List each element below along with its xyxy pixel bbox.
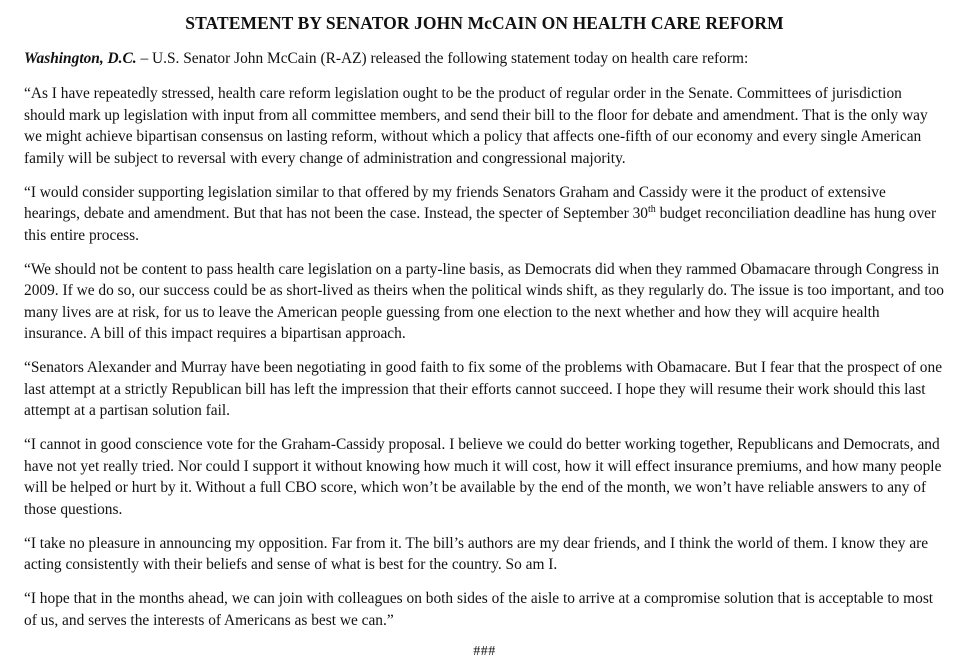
paragraph-2-text-start: “I would consider supporting legislation similar to that offered by my friends Senators Graham and Cassidy were it the product of extensive hearings, debate and amendment. But that has not been the case. Instead, the specter of September 30 xyxy=(24,183,886,222)
statement-paragraph-2 xyxy=(24,182,945,247)
lead-paragraph xyxy=(24,48,945,70)
statement-paragraph-4: “Senators Alexander and Murray have been negotiating in good faith to fix some of the problems with Obamacare. But I fear that the prospect of one last attempt at a strictly Republican bill has left the impression that their efforts cannot succeed. I hope they will resume their work should this last attempt at a partisan solution fail. xyxy=(24,359,943,419)
statement-title: STATEMENT BY SENATOR JOHN McCAIN ON HEALTH CARE REFORM xyxy=(185,13,784,33)
statement-paragraph-7: “I hope that in the months ahead, we can join with colleagues on both sides of the aisle to arrive at a compromise solution that is acceptable to most of us, and serves the interests of Americans as best we can.” xyxy=(24,590,934,629)
statement-paragraph-3: “We should not be content to pass health care legislation on a party-line basis, as Democrats did when they rammed Obamacare through Congress in 2009. If we do so, our success could be as short-lived as theirs when the political winds shift, as they regularly do. The issue is too important, and too many lives are at risk, for us to leave the American people guessing from one election to the next whether and how they will acquire health insurance. A bill of this impact requires a bipartisan approach. xyxy=(24,260,944,342)
end-mark: ### xyxy=(473,643,496,659)
statement-paragraph-5: “I cannot in good conscience vote for the Graham-Cassidy proposal. I believe we could do better working together, Republicans and Democrats, and have not yet really tried. Nor could I support it without knowing how much it will cost, how it will effect insurance premiums, and how many people will be helped or hurt by it. Without a full CBO score, which won’t be available by the end of the month, we won’t have reliable answers to any of those questions. xyxy=(24,436,942,518)
dateline: Washington, D.C. xyxy=(24,50,137,67)
statement-paragraph-6: “I take no pleasure in announcing my opposition. Far from it. The bill’s authors are my dear friends, and I think the world of them. I know they are acting consistently with their beliefs and sense of what is best for the country. So am I. xyxy=(24,534,929,573)
paragraph-2-text-end: budget reconciliation deadline has hung over this entire process. xyxy=(24,205,937,244)
statement-paragraph-1: “As I have repeatedly stressed, health care reform legislation ought to be the product of regular order in the Senate. Committees of jurisdiction should mark up legislation with input from all committee members, and send their bill to the floor for debate and amendment. That is the only way we might achieve bipartisan consensus on lasting reform, without which a policy that affects one-fifth of our economy and every single American family will be subject to reversal with every change of administration and congressional majority. xyxy=(24,85,928,167)
lead-text: – U.S. Senator John McCain (R-AZ) released the following statement today on health care reform: xyxy=(136,50,749,67)
ordinal-superscript: th xyxy=(647,203,656,215)
